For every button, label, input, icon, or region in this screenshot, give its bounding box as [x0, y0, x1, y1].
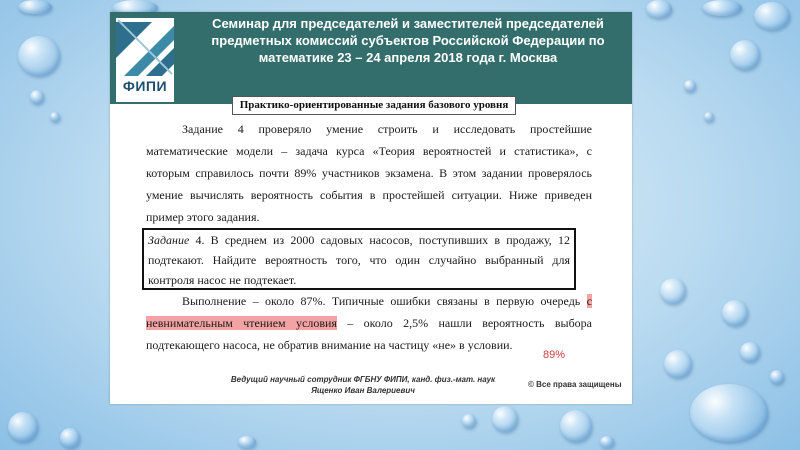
- logo-emblem-icon: [116, 18, 174, 76]
- paragraph-text: Задание 4 проверяло умение строить и исследовать простейшие математические модели – задача курса «Теория вероятностей и статистика», с которым справилось почти 89% участников экзамена. В этом задании проверялось умение вычислять вероятность события в простейшей ситуации. Ниже приведен пример этого задания.: [146, 122, 592, 224]
- seminar-title-line: предметных комиссий субъектов Российской Федерации по: [211, 33, 605, 48]
- water-drop-decoration: [660, 278, 686, 304]
- paragraph-results: [146, 290, 592, 356]
- seminar-title-line: математике 23 – 24 апреля 2018 года г. Москва: [258, 50, 558, 65]
- results-text-start: Выполнение – около 87%. Типичные ошибки связаны в первую очередь: [182, 294, 587, 308]
- water-drop-decoration: [684, 80, 696, 92]
- water-drop-decoration: [646, 0, 672, 18]
- water-drop-decoration: [770, 370, 784, 384]
- section-title: Практико-ориентированные задания базового уровня: [232, 96, 516, 115]
- slide-header: [110, 12, 632, 104]
- water-drop-decoration: [740, 342, 760, 362]
- copyright-notice: © Все права защищены: [528, 380, 622, 389]
- logo-text: ФИПИ: [122, 78, 168, 94]
- fipi-logo: [116, 18, 174, 102]
- percent-annotation: 89%: [543, 349, 566, 361]
- results-text-end: – около 2,5% нашли вероятность выбора подтекающего насоса, не обратив внимание на частицу «не» в условии.: [146, 316, 593, 352]
- water-drop-decoration: [754, 2, 790, 30]
- seminar-title: [192, 15, 624, 66]
- task-example-box: [142, 228, 576, 290]
- water-drop-decoration: [560, 410, 592, 442]
- water-drop-decoration: [722, 300, 748, 326]
- water-drop-decoration: [600, 436, 614, 448]
- paragraph-task-description: [146, 118, 592, 228]
- water-drop-decoration: [60, 428, 80, 448]
- water-drop-decoration: [238, 436, 256, 448]
- water-drop-decoration: [30, 90, 44, 104]
- water-drop-decoration: [462, 414, 476, 428]
- highlighted-error-phrase: с невнимательным чтением условия: [146, 294, 592, 330]
- footer-author: [220, 374, 506, 396]
- water-drop-decoration: [702, 0, 742, 16]
- slide: [110, 12, 632, 404]
- water-drop-decoration: [704, 112, 714, 122]
- water-drop-decoration: [690, 384, 768, 442]
- water-drop-decoration: [18, 0, 52, 14]
- seminar-title-line: Семинар для председателей и заместителей председателей: [212, 16, 604, 31]
- task-text: 4. В среднем из 2000 садовых насосов, поступивших в продажу, 12 подтекают. Найдите вероятность того, что один случайно выбранный для контроля насос не подтекает.: [148, 233, 570, 287]
- water-drop-decoration: [492, 406, 518, 432]
- author-name: Ященко Иван Валериевич: [311, 386, 415, 395]
- water-drop-decoration: [18, 36, 60, 76]
- author-position: Ведущий научный сотрудник ФГБНУ ФИПИ, канд. физ.-мат. наук: [230, 375, 496, 384]
- water-drop-decoration: [664, 350, 692, 378]
- water-drop-decoration: [8, 412, 38, 442]
- task-label: Задание: [148, 233, 190, 247]
- water-drop-decoration: [50, 112, 60, 122]
- water-drop-decoration: [730, 40, 760, 70]
